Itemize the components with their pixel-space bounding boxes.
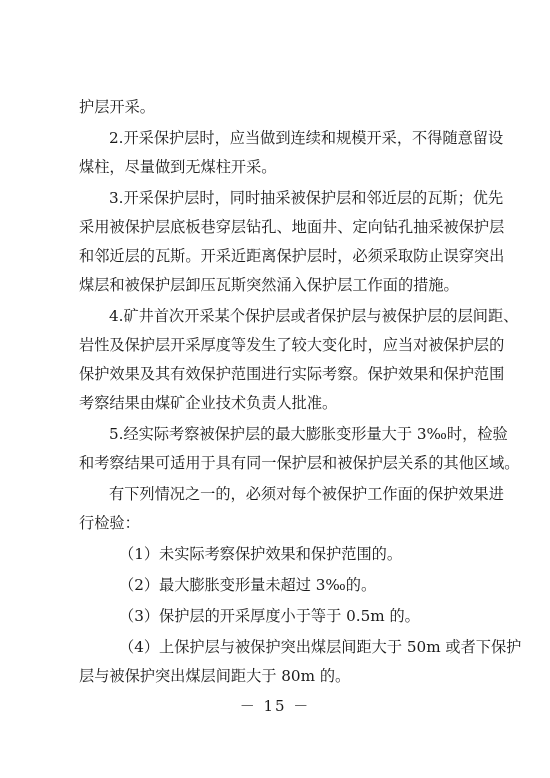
text-line: [0, 511, 550, 535]
check-intro-line-2: 行检验：: [79, 514, 140, 532]
text-line: [0, 451, 550, 475]
item-3-line-4: 煤层和被保护层卸压瓦斯突然涌入保护层工作面的措施。: [79, 276, 459, 294]
item-5-line-2: 和考察结果可适用于具有同一保护层和被保护层关系的其他区域。: [79, 454, 520, 472]
text-line: [0, 186, 550, 210]
text-line: [0, 273, 550, 297]
item-3-line-3: 和邻近层的瓦斯。开采近距离保护层时，必须采取防止误穿突出: [79, 247, 505, 265]
text-line: [0, 333, 550, 357]
condition-2: （2）最大膨胀变形量未超过 3‰的。: [119, 576, 377, 594]
text-line: [0, 215, 550, 239]
text-line: [0, 362, 550, 386]
text-line: [0, 391, 550, 415]
item-3-line-1: 3.开采保护层时，同时抽采被保护层和邻近层的瓦斯；优先: [109, 189, 504, 207]
text-line: [0, 304, 550, 328]
text-line: [0, 635, 550, 659]
text-line: [0, 482, 550, 506]
text-line: [0, 95, 550, 119]
item-2-end: 煤柱，尽量做到无煤柱开采。: [79, 158, 277, 176]
item-3-line-2: 采用被保护层底板巷穿层钻孔、地面井、定向钻孔抽采被保护层: [79, 218, 505, 236]
condition-1: （1）未实际考察保护效果和保护范围的。: [119, 545, 403, 563]
text-line: [0, 604, 550, 628]
text-line: [0, 155, 550, 179]
item-4-line-3: 保护效果及其有效保护范围进行实际考察。保护效果和保护范围: [79, 365, 505, 383]
text-line: [0, 126, 550, 150]
condition-4-line-1: （4）上保护层与被保护突出煤层间距大于 50m 或者下保护: [119, 638, 522, 656]
item-5-line-1: 5.经实际考察被保护层的最大膨胀变形量大于 3‰时，检验: [109, 425, 508, 443]
text-line: [0, 244, 550, 268]
page-number: － 15 －: [239, 697, 311, 715]
text-line: [0, 422, 550, 446]
condition-3: （3）保护层的开采厚度小于等于 0.5m 的。: [119, 607, 420, 625]
item-4-line-4: 考察结果由煤矿企业技术负责人批准。: [79, 394, 338, 412]
check-intro-line-1: 有下列情况之一的，必须对每个被保护工作面的保护效果进: [109, 485, 504, 503]
text-line: [0, 542, 550, 566]
text-line: [0, 573, 550, 597]
paragraph-1-end: 护层开采。: [79, 98, 155, 116]
item-2-start: 2.开采保护层时，应当做到连续和规模开采，不得随意留设: [109, 129, 504, 147]
condition-4-line-2: 层与被保护突出煤层间距大于 80m 的。: [79, 667, 351, 685]
text-line: [0, 664, 550, 688]
item-4-line-1: 4.矿井首次开采某个保护层或者保护层与被保护层的层间距、: [109, 307, 519, 325]
item-4-line-2: 岩性及保护层开采厚度等发生了较大变化时，应当对被保护层的: [79, 336, 505, 354]
